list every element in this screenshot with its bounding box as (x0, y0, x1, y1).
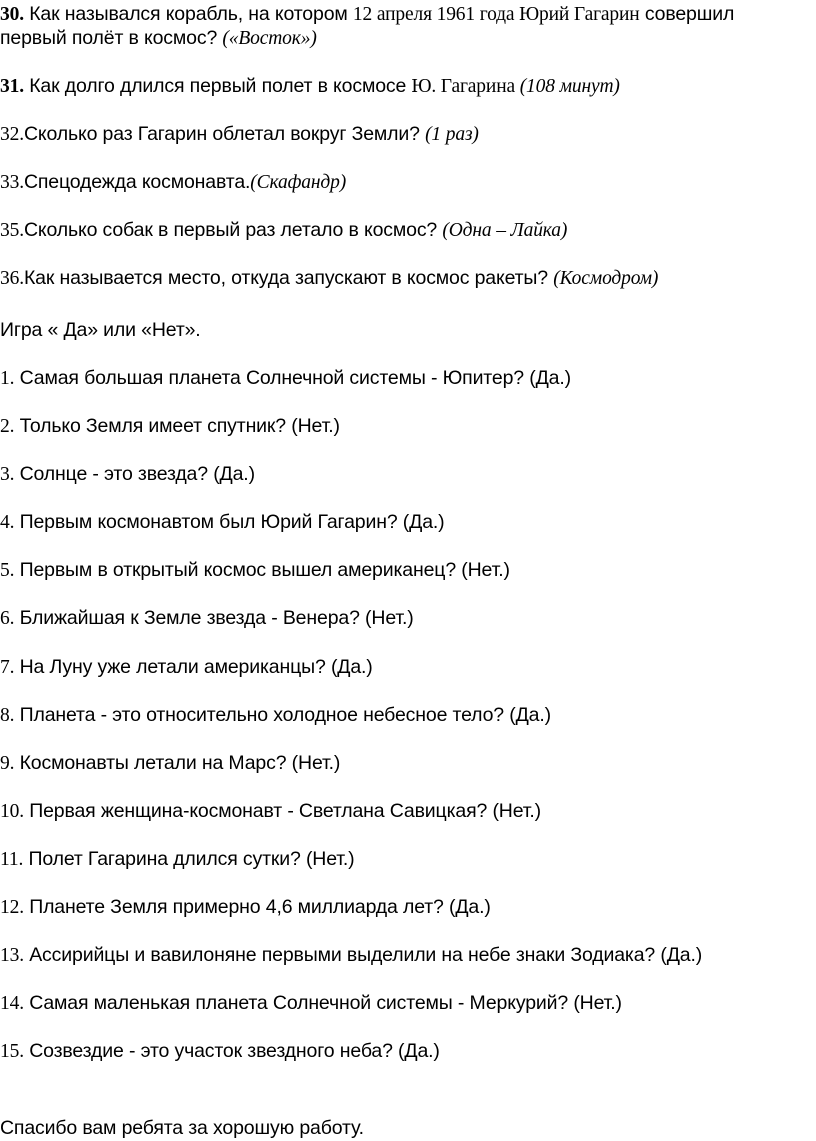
question-31-name: Ю. Гагарина (411, 76, 515, 97)
item-number: 3. (0, 464, 15, 485)
yes-no-item (0, 655, 373, 680)
item-number: 15. (0, 1041, 24, 1062)
item-number: 13. (0, 945, 24, 966)
item-number: 11. (0, 849, 24, 870)
item-number: 4. (0, 512, 15, 533)
item-text: Созвездие - это участок звездного неба? (Да.) (23, 1040, 440, 1062)
item-text: Первым космонавтом был Юрий Гагарин? (Да.) (14, 511, 445, 533)
question-36-number: 36. (0, 268, 24, 289)
yes-no-item (0, 1039, 440, 1064)
question-30-answer: («Восток») (222, 28, 317, 49)
question-30-text-2: первый полёт в космос? (0, 27, 223, 49)
question-33-answer: (Скафандр) (250, 172, 347, 193)
item-text: Ближайшая к Земле звезда - Венера? (Нет.) (14, 607, 414, 629)
item-text: Планете Земля примерно 4,6 миллиарда лет? (Да.) (23, 896, 491, 918)
question-35-text: Сколько собак в первый раз летало в космос? (23, 219, 443, 241)
item-number: 6. (0, 608, 15, 629)
yes-no-item (0, 751, 340, 776)
yes-no-item (0, 847, 355, 872)
question-33-text: Спецодежда космонавта. (23, 171, 251, 193)
question-35-answer: (Одна – Лайка) (442, 220, 568, 241)
question-31-text: Как долго длился первый полет в космосе (23, 75, 412, 97)
question-36-answer: (Космодром) (553, 268, 659, 289)
item-text: На Луну уже летали американцы? (Да.) (14, 656, 373, 678)
question-30-date: 12 апреля 1961 года Юрий Гагарин (352, 4, 640, 25)
item-text: Первым в открытый космос вышел американец? (Нет.) (14, 559, 510, 581)
question-33 (0, 170, 346, 195)
question-30-line-1 (0, 2, 734, 27)
yes-no-item (0, 606, 414, 631)
yes-no-item (0, 895, 491, 920)
question-30-text-end: совершил (639, 3, 735, 25)
question-30-line-2 (0, 26, 317, 51)
item-text: Первая женщина-космонавт - Светлана Савицкая? (Нет.) (23, 800, 542, 822)
yes-no-item (0, 799, 541, 824)
item-number: 8. (0, 705, 15, 726)
question-30-number: 30. (0, 4, 24, 25)
item-text: Самая большая планета Солнечной системы - Юпитер? (Да.) (14, 367, 571, 389)
item-number: 7. (0, 657, 15, 678)
item-text: Космонавты летали на Марс? (Нет.) (14, 752, 341, 774)
question-35 (0, 218, 567, 243)
yes-no-item (0, 991, 622, 1016)
closing-text: Спасибо вам ребята за хорошую работу. (0, 1117, 364, 1139)
item-text: Солнце - это звезда? (Да.) (14, 463, 255, 485)
question-30-text: Как назывался корабль, на котором (23, 3, 353, 25)
question-33-number: 33. (0, 172, 24, 193)
item-number: 9. (0, 753, 15, 774)
question-32-number: 32. (0, 124, 24, 145)
item-text: Ассирийцы и вавилоняне первыми выделили на небе знаки Зодиака? (Да.) (23, 944, 703, 966)
item-text: Самая маленькая планета Солнечной системы - Меркурий? (Нет.) (23, 992, 622, 1014)
item-number: 2. (0, 416, 15, 437)
yes-no-item (0, 510, 445, 535)
item-number: 12. (0, 897, 24, 918)
question-35-number: 35. (0, 220, 24, 241)
item-number: 1. (0, 368, 15, 389)
item-number: 5. (0, 560, 15, 581)
question-32 (0, 122, 479, 147)
question-31 (0, 74, 620, 99)
item-text: Полет Гагарина длился сутки? (Нет.) (23, 848, 355, 870)
yes-no-item (0, 414, 340, 439)
question-32-answer: (1 раз) (425, 124, 479, 145)
question-32-text: Сколько раз Гагарин облетал вокруг Земли? (23, 123, 426, 145)
yes-no-item (0, 943, 702, 968)
yes-no-item (0, 558, 510, 583)
yes-no-item (0, 366, 571, 391)
item-text: Планета - это относительно холодное небесное тело? (Да.) (14, 704, 551, 726)
yes-no-item (0, 703, 551, 728)
item-number: 14. (0, 993, 24, 1014)
yes-no-item (0, 462, 255, 487)
question-36 (0, 266, 658, 291)
question-31-answer: (108 минут) (514, 76, 620, 97)
item-text: Только Земля имеет спутник? (Нет.) (14, 415, 340, 437)
question-36-text: Как называется место, откуда запускают в космос ракеты? (23, 267, 554, 289)
question-31-number: 31. (0, 76, 24, 97)
game-title: Игра « Да» или «Нет». (0, 319, 201, 341)
item-number: 10. (0, 801, 24, 822)
